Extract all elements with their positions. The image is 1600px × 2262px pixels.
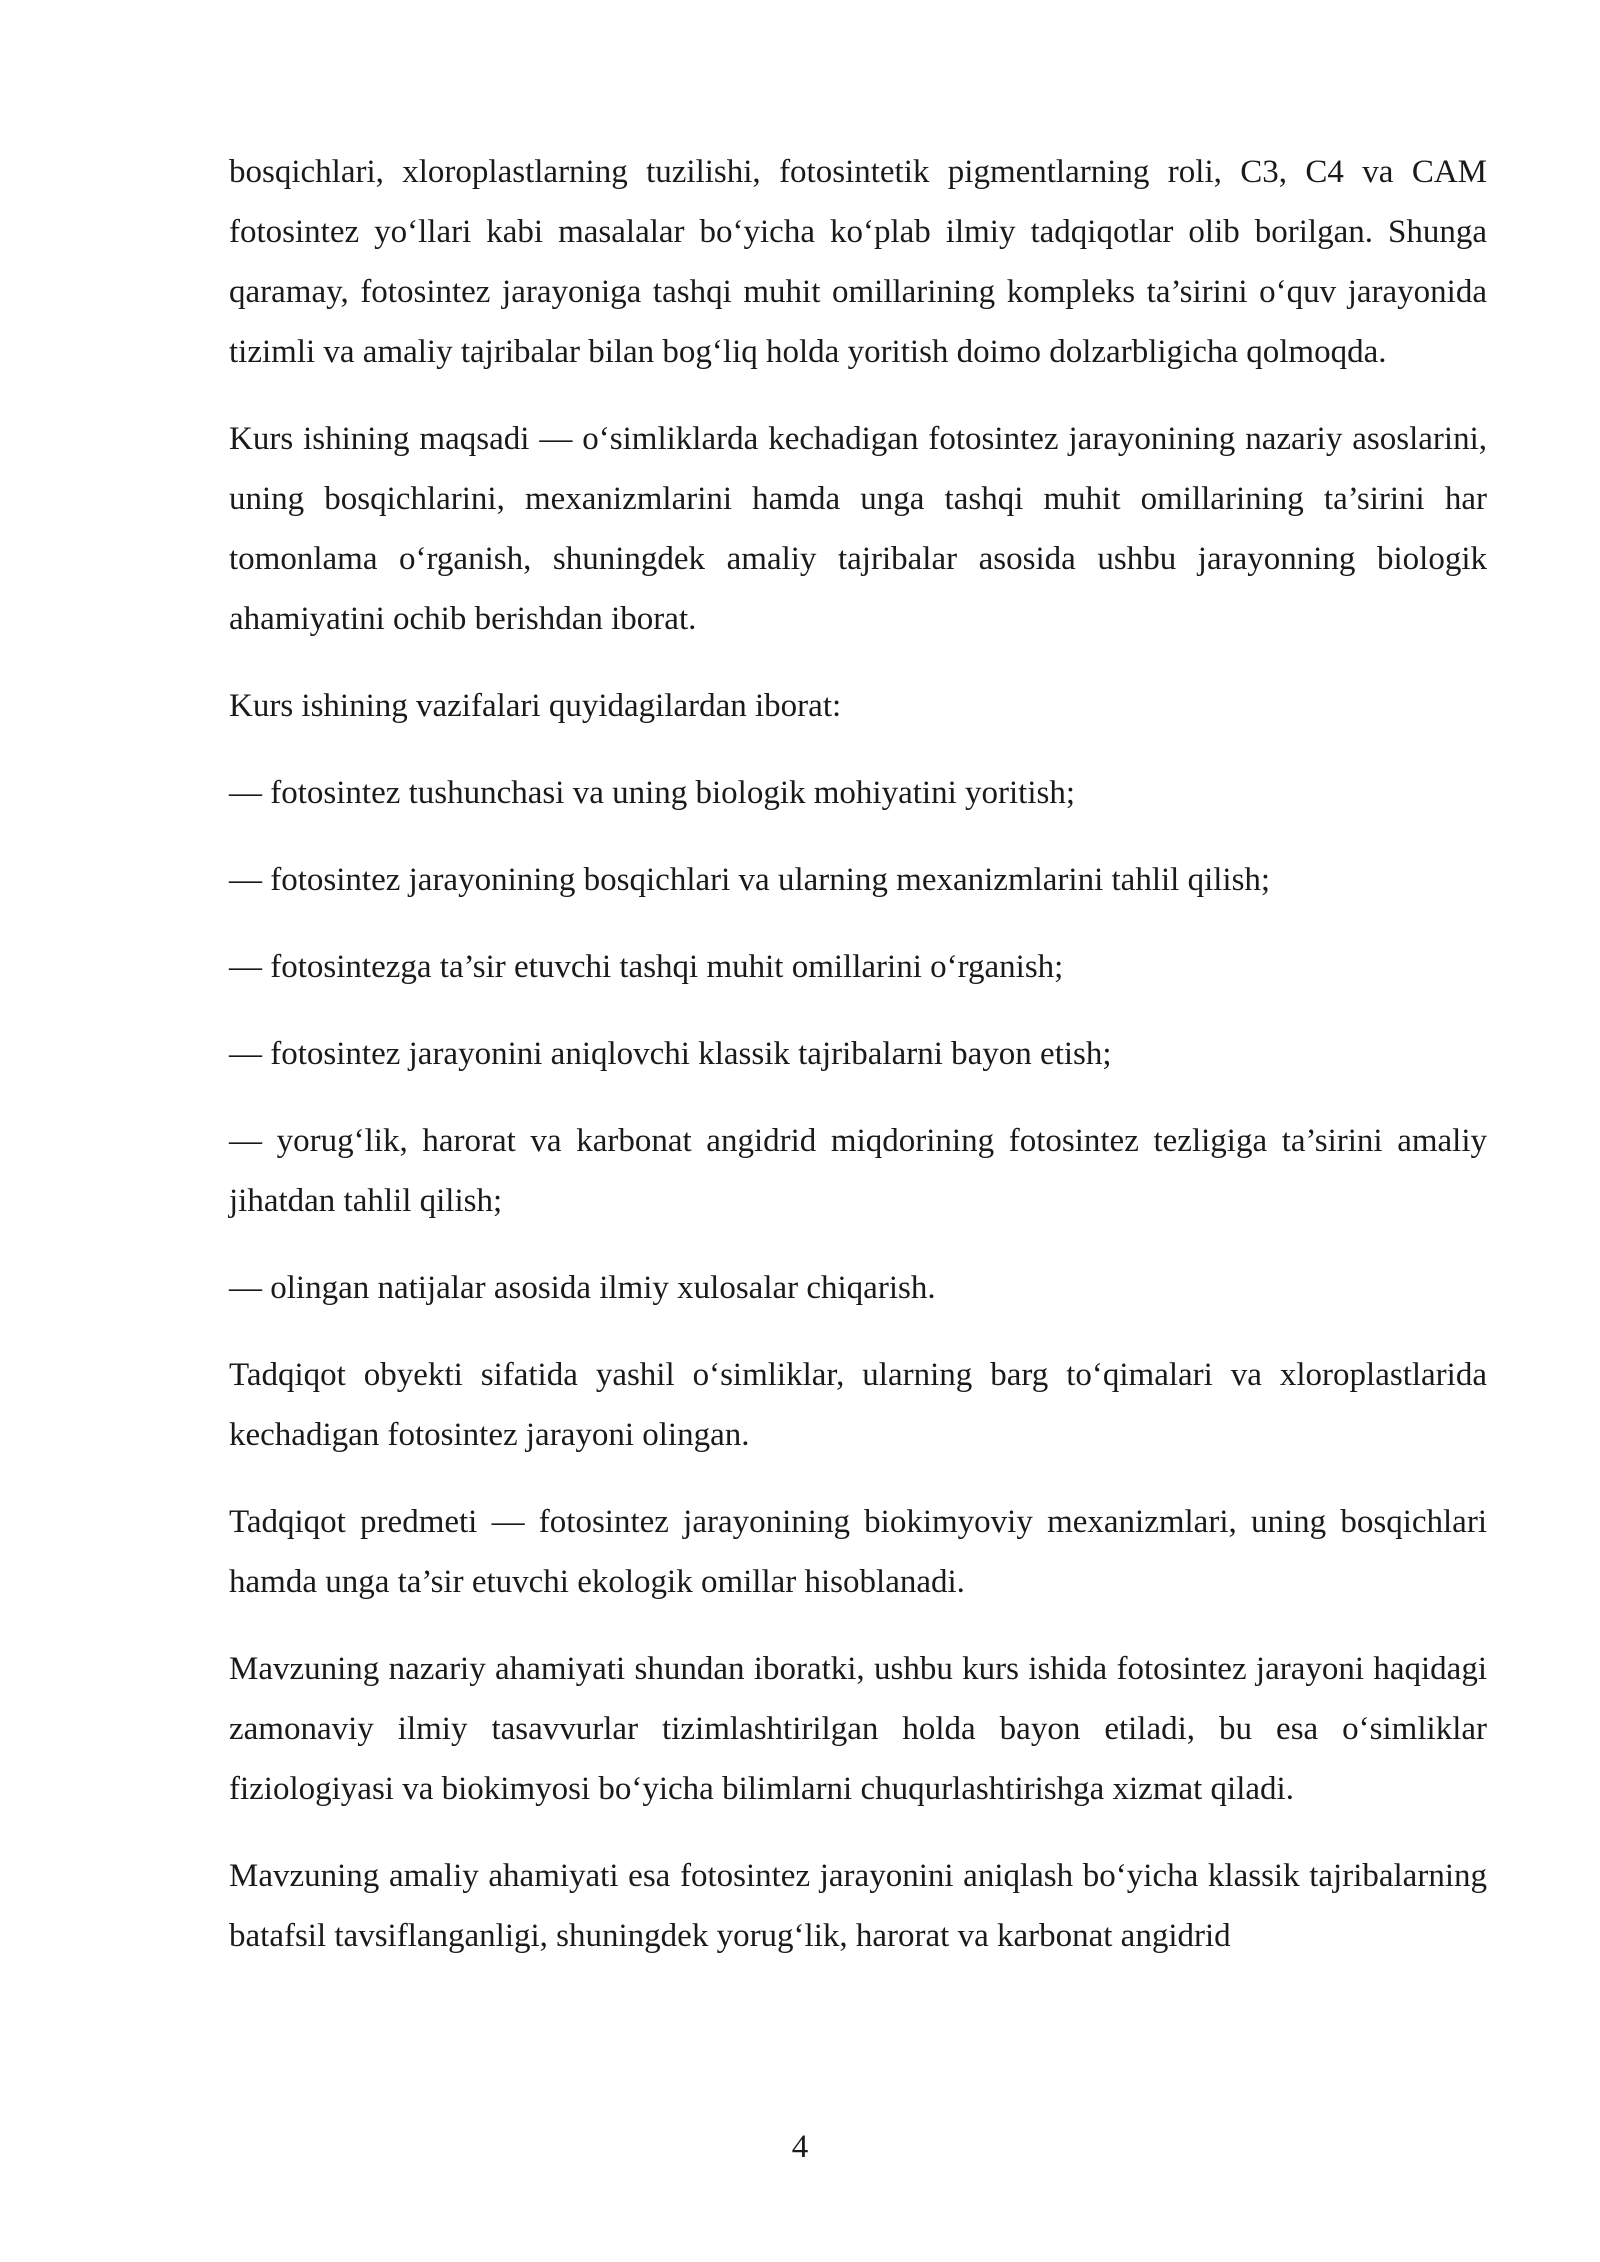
paragraph-research-subject: Tadqiqot predmeti — fotosintez jarayonining biokimyoviy mexanizmlari, uning bosqichlari hamda unga ta’sir etuvchi ekologik omillar hisoblanadi.	[229, 1504, 1487, 1600]
paragraph-research-object: Tadqiqot obyekti sifatida yashil o‘simliklar, ularning barg to‘qimalari va xloroplastlarida kechadigan fotosintez jarayoni olingan.	[229, 1357, 1487, 1453]
task-item-4: — fotosintez jarayonini aniqlovchi klassik tajribalarni bayon etish;	[229, 1036, 1112, 1072]
paragraph-theoretical-significance: Mavzuning nazariy ahamiyati shundan iboratki, ushbu kurs ishida fotosintez jarayoni haqidagi zamonaviy ilmiy tasavvurlar tizimlashtirilgan holda bayon etiladi, bu esa o‘simliklar fiziologiyasi va biokimyosi bo‘yicha bilimlarni chuqurlashtirishga xizmat qiladi.	[229, 1651, 1487, 1807]
paragraph-tasks-heading: Kurs ishining vazifalari quyidagilardan iborat:	[229, 688, 842, 724]
task-item-2: — fotosintez jarayonining bosqichlari va ularning mexanizmlarini tahlil qilish;	[229, 862, 1271, 898]
paragraph-practical-significance: Mavzuning amaliy ahamiyati esa fotosintez jarayonini aniqlash bo‘yicha klassik tajribalarning batafsil tavsiflanganligi, shuningdek yorug‘lik, harorat va karbonat angidrid	[229, 1858, 1487, 1954]
page-number: 4	[791, 2129, 809, 2165]
paragraph-intro-continuation: bosqichlari, xloroplastlarning tuzilishi, fotosintetik pigmentlarning roli, C3, C4 va CAM fotosintez yo‘llari kabi masalalar bo‘yicha ko‘plab ilmiy tadqiqotlar olib borilgan. Shunga qaramay, fotosintez jarayoniga tashqi muhit omillarining kompleks ta’sirini o‘quv jarayonida tizimli va amaliy tajribalar bilan bog‘liq holda yoritish doimo dolzarbligicha qolmoqda.	[229, 154, 1487, 370]
task-item-3: — fotosintezga ta’sir etuvchi tashqi muhit omillarini o‘rganish;	[229, 949, 1064, 985]
task-item-5: — yorug‘lik, harorat va karbonat angidrid miqdorining fotosintez tezligiga ta’sirini amaliy jihatdan tahlil qilish;	[229, 1123, 1487, 1219]
paragraph-goal: Kurs ishining maqsadi — o‘simliklarda kechadigan fotosintez jarayonining nazariy asoslarini, uning bosqichlarini, mexanizmlarini hamda unga tashqi muhit omillarining ta’sirini har tomonlama o‘rganish, shuningdek amaliy tajribalar asosida ushbu jarayonning biologik ahamiyatini ochib berishdan iborat.	[229, 421, 1487, 637]
body-text	[229, 142, 1487, 1966]
task-item-6: — olingan natijalar asosida ilmiy xulosalar chiqarish.	[229, 1270, 936, 1306]
task-item-1: — fotosintez tushunchasi va uning biologik mohiyatini yoritish;	[229, 775, 1076, 811]
